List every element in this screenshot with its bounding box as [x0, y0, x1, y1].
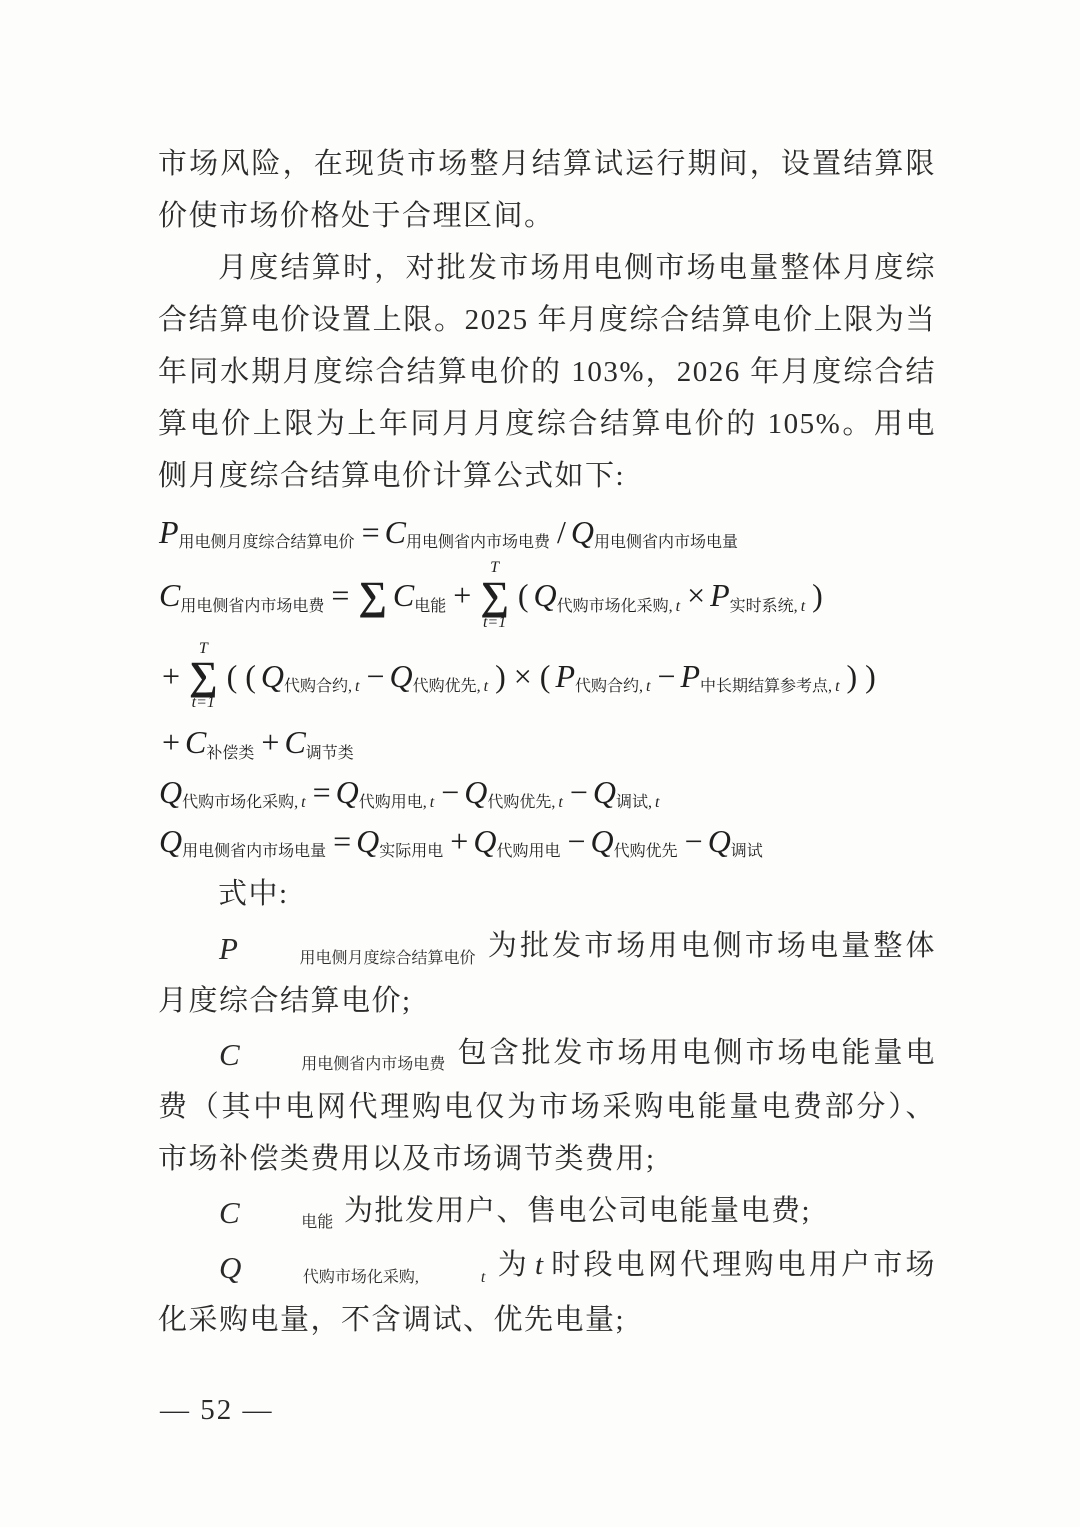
- page-content: [158, 138, 936, 1346]
- definition-energy-cost: C 电能 为批发用户、售电公司电能量电费;: [219, 1195, 812, 1232]
- paragraph-risk: 市场风险，在现货市场整月结算试运行期间，设置结算限价使市场价格处于合理区间。: [158, 148, 936, 232]
- definition-price: P 用电侧月度综合结算电价 为批发市场用电侧市场电量整体月度综合结算电价;: [158, 930, 936, 1017]
- summation-symbol: T ∑ t=1: [189, 639, 218, 712]
- definition-proxy-quantity: Q 代购市场化采购, t 为 t 时段电网代理购电用户市场化采购电量，不含调试、优先电量;: [158, 1249, 936, 1336]
- formula-cost-continued: + T ∑ t=1 ( ( Q代购合约, t − Q代购优先, t ) × ( P代购合约, t − P中长期结算参考点, t ) ): [162, 639, 876, 712]
- definition-cost: C 用电侧省内市场电费 包含批发市场用电侧市场电能量电费（其中电网代理购电仅为市场采购电能量电费部分）、市场补偿类费用以及市场调节类费用;: [158, 1036, 936, 1176]
- formula-legend-label: 式中:: [218, 878, 289, 911]
- formula-total-market-quantity: Q用电侧省内市场电量 = Q实际用电 + Q代购用电 − Q代购优先 − Q调试: [159, 822, 763, 860]
- formula-cost-tail: + C补偿类 + C调节类: [162, 724, 354, 762]
- paragraph-monthly-settlement: 月度结算时，对批发市场用电侧市场电量整体月度综合结算电价设置上限。2025 年月度综合结算电价上限为当年同水期月度综合结算电价的 103%，2026 年月度综合结算电价上限为上年同月月度综合结算电价的 105%。用电侧月度综合结算电价计算公式如下:: [158, 252, 936, 492]
- formula-proxy-market-quantity: Q代购市场化采购, t = Q代购用电, t − Q代购优先, t − Q调试, t: [159, 773, 660, 811]
- formula-cost-definition: C用电侧省内市场电费 = ∑ C电能 + T ∑ t=1 ( Q代购市场化采购, t × P实时系统, t ): [159, 559, 823, 631]
- summation-symbol: ∑: [358, 572, 387, 618]
- summation-symbol: T ∑ t=1: [480, 559, 509, 631]
- formula-price-definition: P用电侧月度综合结算电价 = C用电侧省内市场电费 / Q用电侧省内市场电量: [159, 514, 738, 552]
- page-number: — 52 —: [160, 1394, 274, 1426]
